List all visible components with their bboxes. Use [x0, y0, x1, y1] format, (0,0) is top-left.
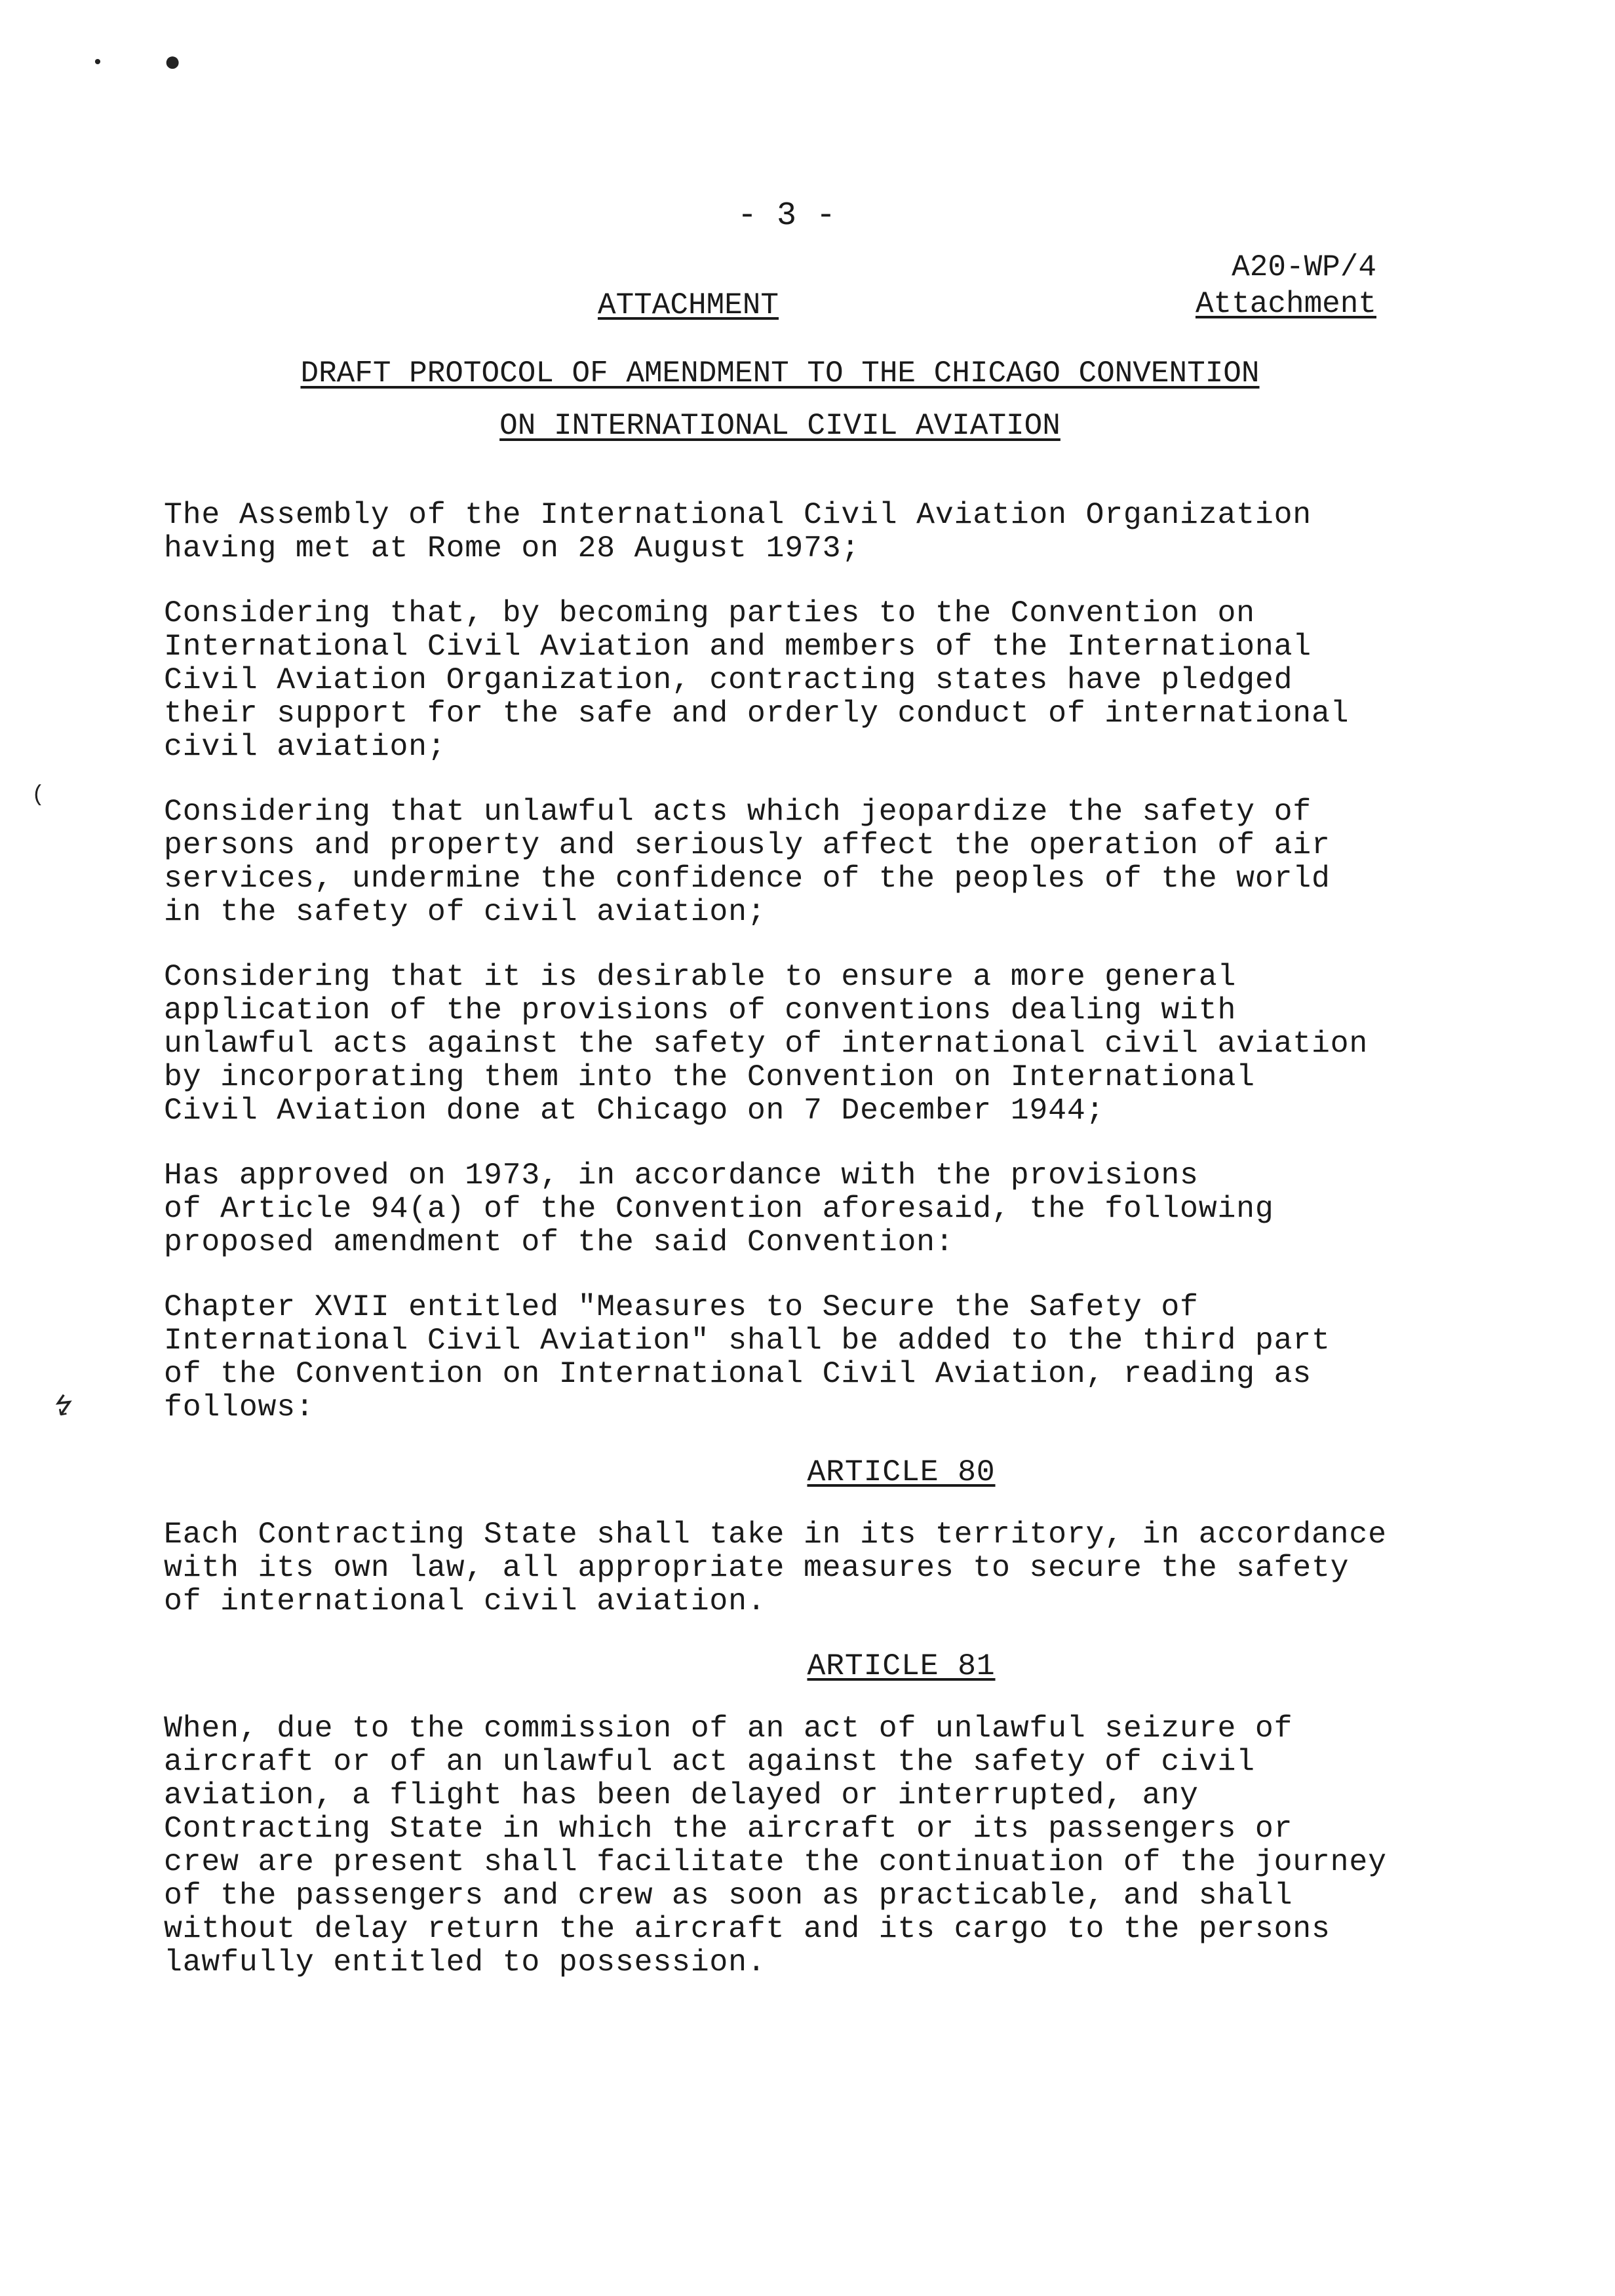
document-reference — [1114, 249, 1376, 322]
paragraph-chapter-xvii: Chapter XVII entitled "Measures to Secure the Safety of International Civil Aviation" shall be added to the third part of the Convention on International Civil Aviation, reading as follows: — [164, 1290, 1331, 1425]
scan-mark-top-left-dot: ● — [164, 47, 182, 80]
article-81-heading-text: ARTICLE 81 — [807, 1649, 996, 1683]
article-80-heading — [164, 1455, 1442, 1489]
paragraph-approved: Has approved on 1973, in accordance with the provisions of Article 94(a) of the Convention aforesaid, the following proposed amendment of the said Convention: — [164, 1158, 1274, 1259]
document-body — [164, 498, 1442, 2010]
doc-ref-attachment: Attachment — [1195, 287, 1376, 321]
article-80-text: Each Contracting State shall take in its territory, in accordance with its own law, all appropriate measures to secure the safety of international civil aviation. — [164, 1517, 1387, 1618]
title-line-2: ON INTERNATIONAL CIVIL AVIATION — [499, 409, 1060, 443]
paragraph-assembly: The Assembly of the International Civil Aviation Organization having met at Rome on 28 August 1973; — [164, 497, 1312, 565]
paragraph-considering-3: Considering that it is desirable to ensure a more general application of the provisions of conventions dealing with unlawful acts against the safety of international civil aviation by incorporating them into the Convention on International Civil Aviation done at Chicago on 7 December 1944; — [164, 959, 1369, 1128]
paragraph-considering-1: Considering that, by becoming parties to the Convention on International Civil Aviation and members of the International Civil Aviation Organization, contracting states have pledged their support for the safe and orderly conduct of international civil aviation; — [164, 596, 1350, 764]
attachment-heading: ATTACHMENT — [597, 288, 779, 322]
scan-mark-left-hook: ↯ — [47, 1389, 77, 1427]
article-81-heading — [164, 1649, 1442, 1683]
document-title — [131, 347, 1429, 452]
scan-mark-left-margin: ( — [31, 783, 45, 808]
scan-mark-top-left: • — [92, 52, 104, 75]
page-number: - 3 - — [737, 197, 836, 235]
article-81-text: When, due to the commission of an act of unlawful seizure of aircraft or of an unlawful act against the safety of civil aviation, a flight has been delayed or interrupted, any Contracting State in which the aircraft or its passengers or crew are present shall facilitate the continuation of the journey of the passengers and crew as soon as practicable, and shall without delay return the aircraft and its cargo to the persons lawfully entitled to possession. — [164, 1711, 1387, 1980]
article-80-heading-text: ARTICLE 80 — [807, 1455, 996, 1489]
paragraph-considering-2: Considering that unlawful acts which jeopardize the safety of persons and property and seriously affect the operation of air services, undermine the confidence of the peoples of the world in the safety of civil aviation; — [164, 794, 1331, 929]
doc-ref-code: A20-WP/4 — [1232, 250, 1376, 284]
title-line-1: DRAFT PROTOCOL OF AMENDMENT TO THE CHICAGO CONVENTION — [300, 356, 1260, 391]
